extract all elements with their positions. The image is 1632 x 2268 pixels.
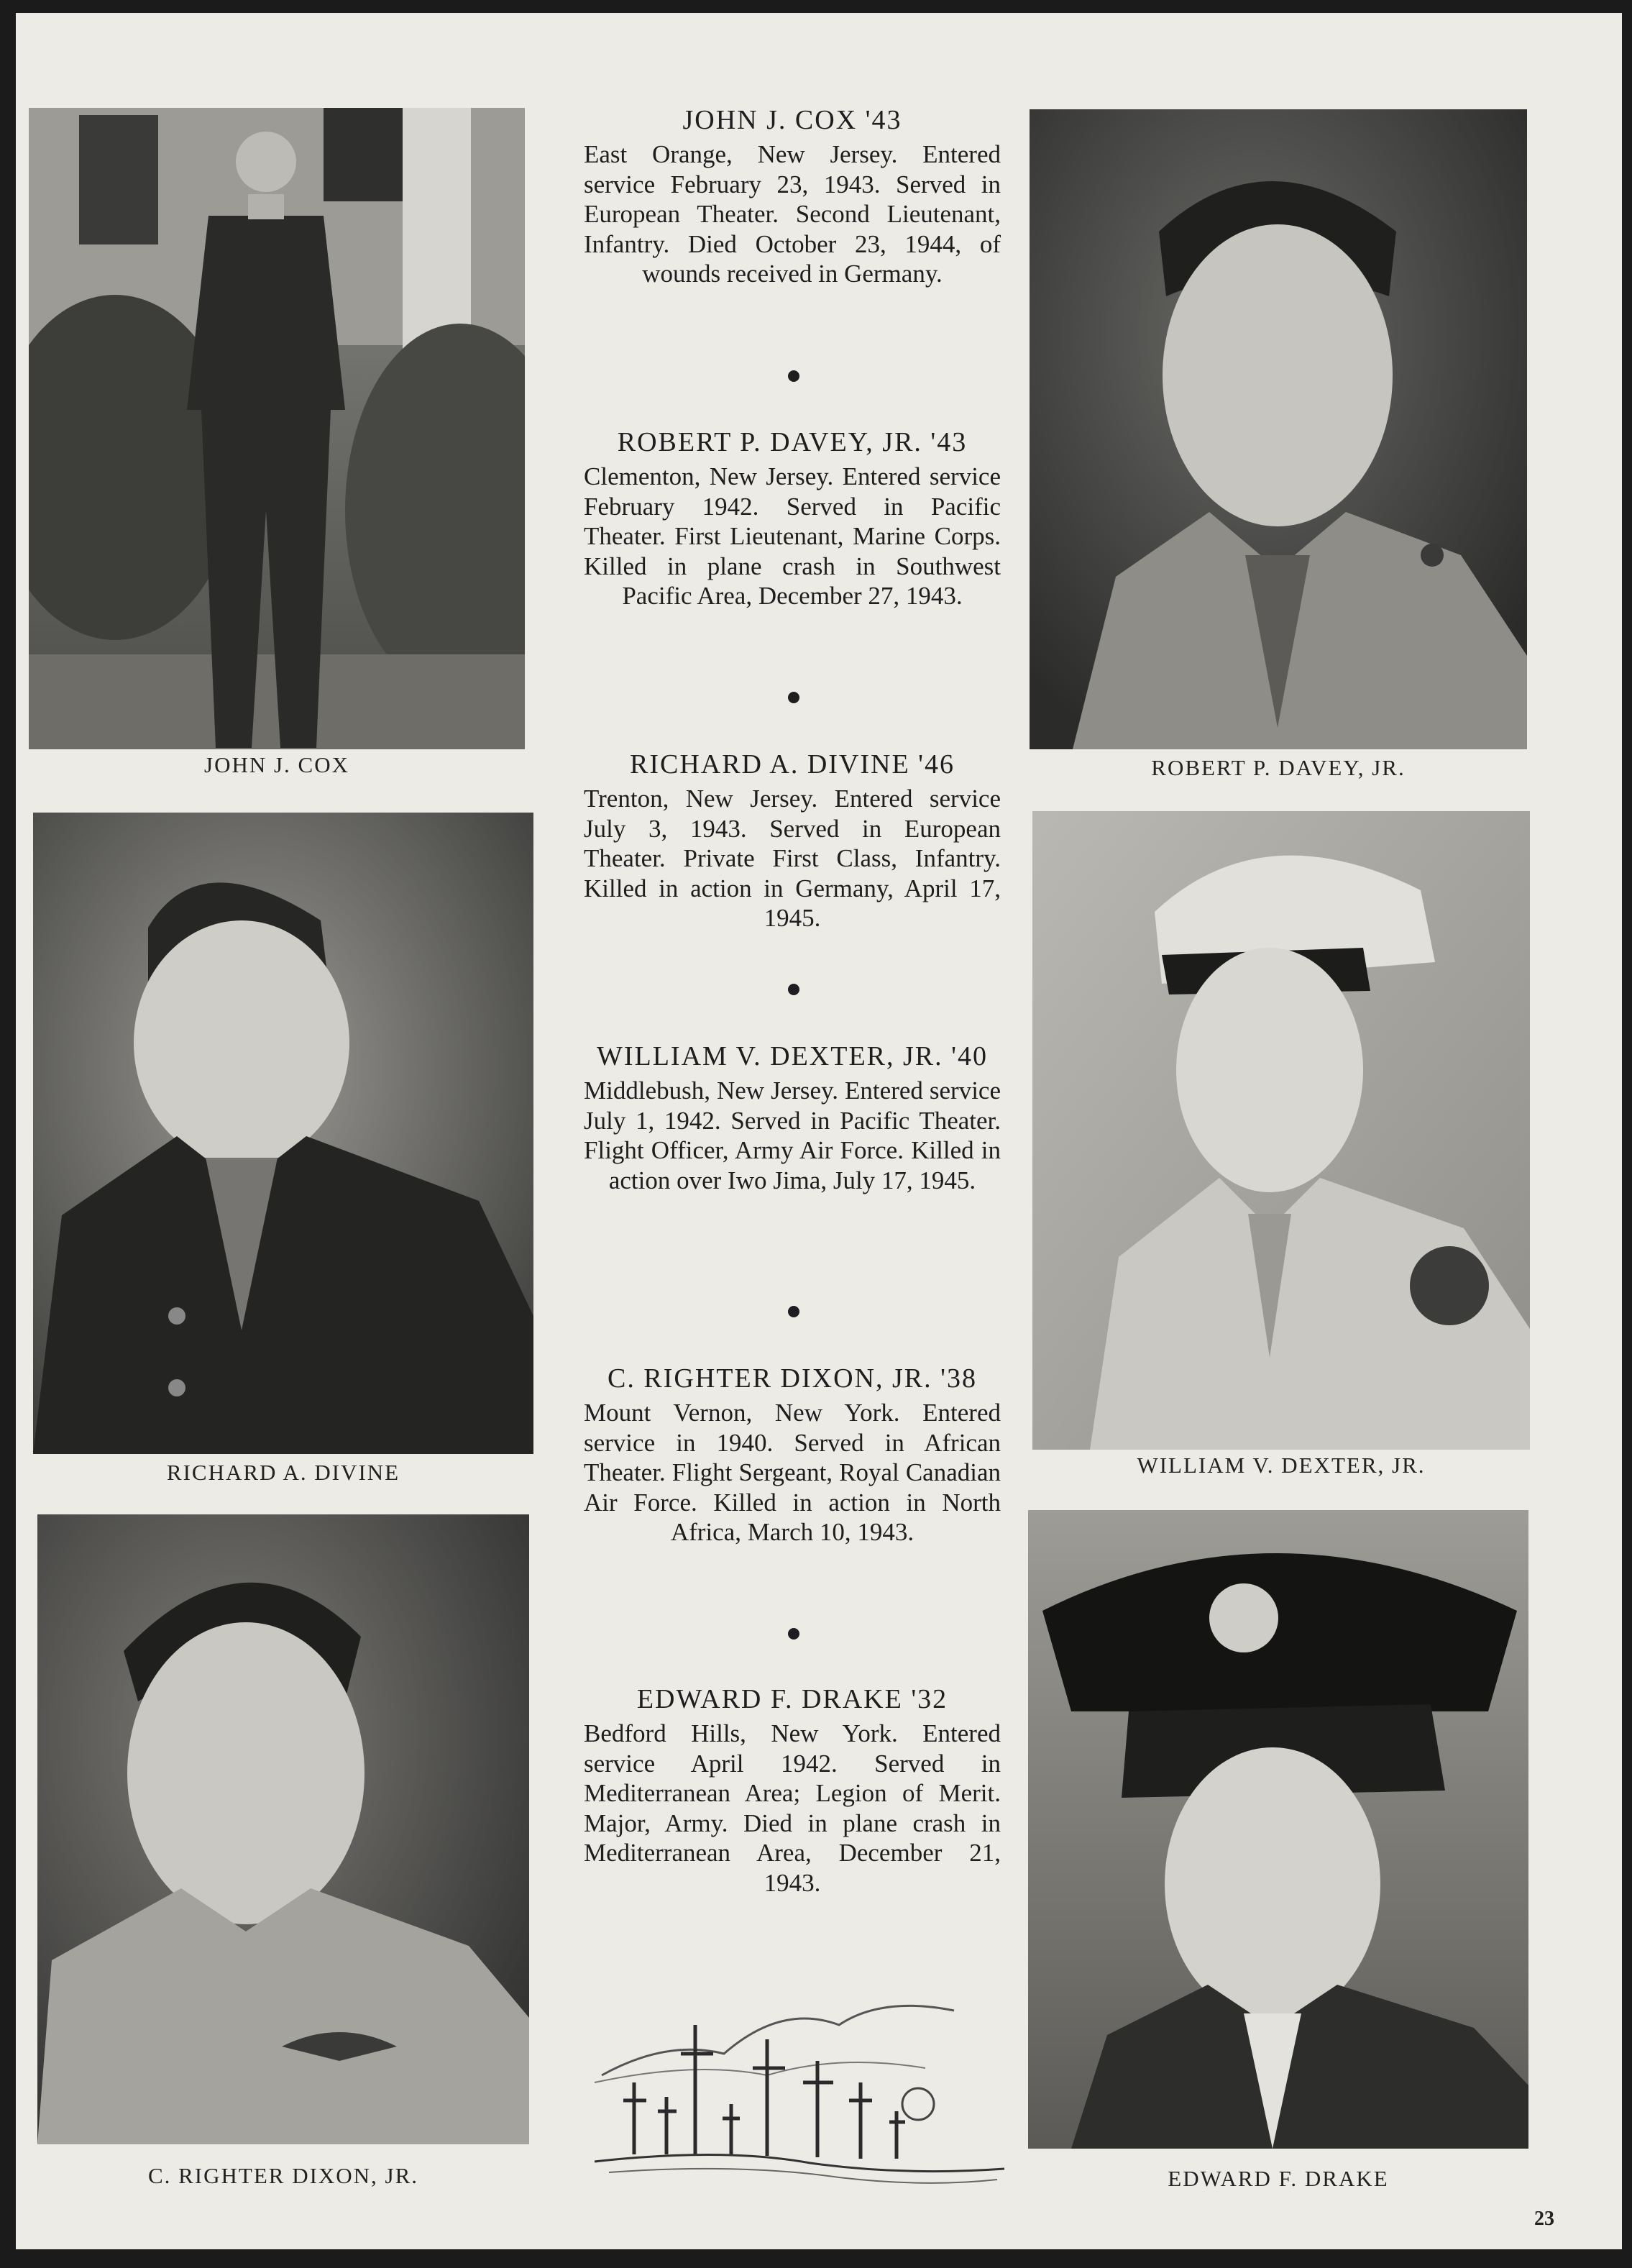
separator-dot [788,1306,799,1317]
page-number: 23 [1534,2208,1554,2230]
caption-righter-dixon: C. RIGHTER DIXON, JR. [147,2163,419,2188]
separator-dot [788,1628,799,1640]
photo-richard-divine [33,813,533,1454]
portrait-outdoor-icon [29,108,525,749]
entry-robert-davey [584,427,1001,611]
entry-richard-divine [584,749,1001,933]
entry-heading: RICHARD A. DIVINE '46 [629,749,955,779]
portrait-pilot-cap-icon [1032,811,1530,1450]
entry-heading: C. RIGHTER DIXON, JR. '38 [608,1363,977,1394]
entry-william-dexter [584,1041,1001,1195]
photo-righter-dixon [37,1514,529,2144]
caption-robert-davey: ROBERT P. DAVEY, JR. [1151,755,1406,780]
caption-edward-drake: EDWARD F. DRAKE [1168,2166,1389,2191]
entry-bio: Clementon, New Jersey. Entered service February 1942. Served in Pacific Theater. First Lieutenant, Marine Corps. Killed in plane crash in Southwest Pacific Area, December 27, 1943. [584,462,1001,610]
entry-bio: Trenton, New Jersey. Entered service July 3, 1943. Served in European Theater. Private First Class, Infantry. Killed in action in Germany, April 17, 1945. [584,785,1001,932]
memorial-page [16,13,1622,2249]
entry-bio: East Orange, New Jersey. Entered service February 23, 1943. Served in European Theater. Second Lieutenant, Infantry. Died October 23, 1944, of wounds received in Germany. [584,140,1001,288]
entry-righter-dixon [584,1363,1001,1547]
separator-dot [788,370,799,382]
entry-heading: ROBERT P. DAVEY, JR. '43 [617,427,968,457]
caption-richard-divine: RICHARD A. DIVINE [166,1460,400,1485]
entry-heading: WILLIAM V. DEXTER, JR. '40 [596,1041,989,1071]
portrait-airman-icon [37,1514,529,2144]
separator-dot [788,692,799,703]
photo-john-cox [29,108,525,749]
crosses-sketch-icon [580,1975,1012,2190]
photo-edward-drake [1028,1510,1528,2149]
caption-william-dexter: WILLIAM V. DEXTER, JR. [1137,1453,1426,1478]
photo-william-dexter [1032,811,1530,1450]
portrait-officer-icon [1030,109,1527,749]
entry-bio: Bedford Hills, New York. Entered service April 1942. Served in Mediterranean Area; Legion of Merit. Major, Army. Died in plane crash in Mediterranean Area, December 21, 1943. [584,1719,1001,1897]
entry-edward-drake [584,1684,1001,1898]
entry-heading: EDWARD F. DRAKE '32 [636,1684,948,1714]
entry-john-cox [584,105,1001,289]
portrait-major-cap-icon [1028,1510,1528,2149]
separator-dot [788,984,799,995]
caption-john-cox: JOHN J. COX [204,752,349,777]
entry-bio: Mount Vernon, New York. Entered service in 1940. Served in African Theater. Flight Sergeant, Royal Canadian Air Force. Killed in action in North Africa, March 10, 1943. [584,1399,1001,1546]
portrait-soldier-cap-icon [33,813,533,1454]
photo-robert-davey [1030,109,1527,749]
entry-bio: Middlebush, New Jersey. Entered service July 1, 1942. Served in Pacific Theater. Flight Officer, Army Air Force. Killed in action over Iwo Jima, July 17, 1945. [584,1076,1001,1194]
entry-heading: JOHN J. COX '43 [682,105,902,135]
